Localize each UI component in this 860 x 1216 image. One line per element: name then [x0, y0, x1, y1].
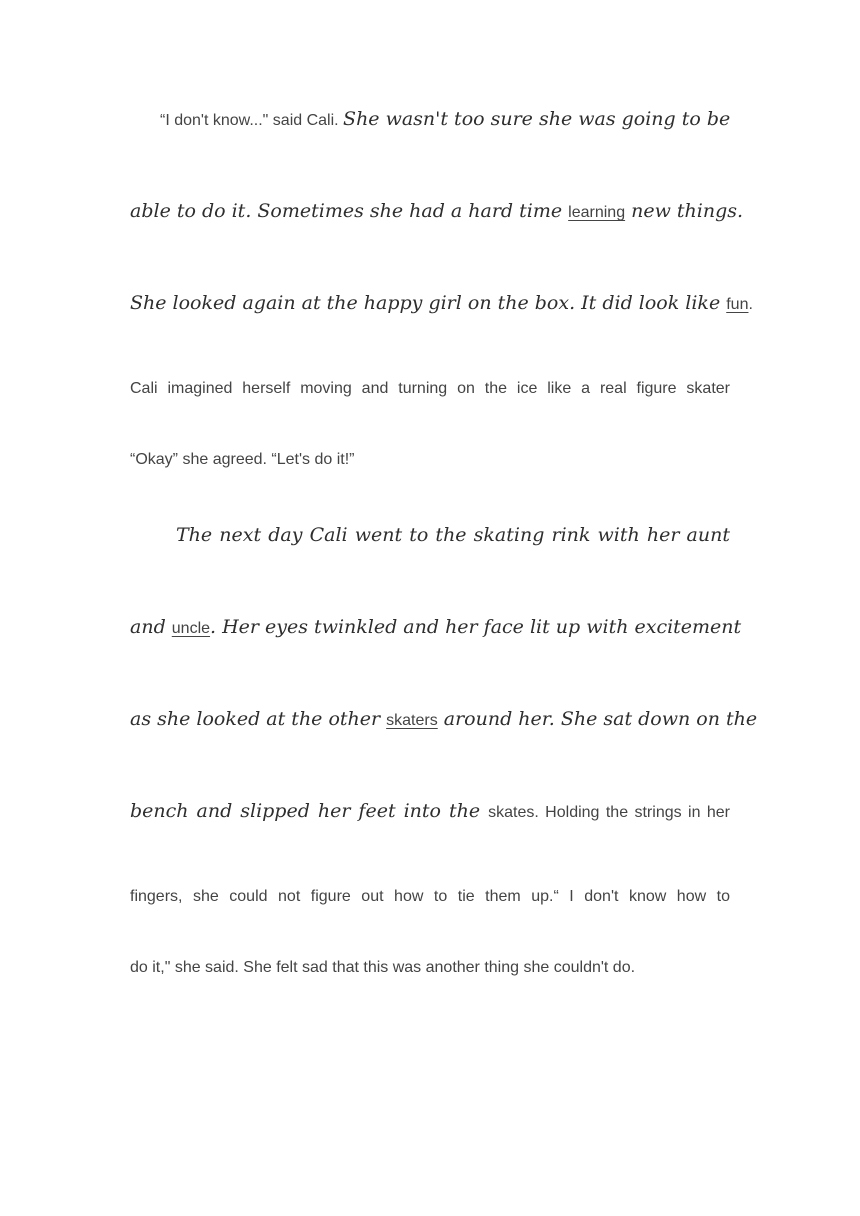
text-line	[160, 108, 730, 130]
underlined-word: fun	[726, 296, 749, 313]
underlined-word: learning	[568, 204, 626, 221]
text-line	[130, 616, 742, 638]
text-run: around her. She sat down on the	[437, 708, 758, 730]
text-line	[130, 800, 730, 822]
text-run: She wasn't too sure she was going to be	[343, 108, 731, 130]
text-run: able to do it. Sometimes she had a hard time	[130, 200, 569, 222]
text-line	[130, 200, 744, 222]
text-run: bench and slipped her feet into the	[130, 800, 489, 822]
text-run: and	[130, 616, 172, 638]
text-run: do it," she said. She felt sad that this was another thing she couldn't do.	[130, 959, 636, 976]
text-line	[130, 888, 730, 906]
text-run: fingers, she could not figure out how to tie them up.“ I don't know how to	[130, 888, 730, 905]
text-line	[130, 708, 758, 730]
text-run: as she looked at the other	[130, 708, 387, 730]
text-line	[130, 451, 730, 469]
text-line	[130, 292, 753, 314]
text-run: new things.	[625, 200, 744, 222]
text-run: . Her eyes twinkled and her face lit up with excitement	[210, 616, 742, 638]
text-line	[130, 380, 730, 398]
text-run: The next day Cali went to the skating rink with her aunt	[176, 524, 730, 546]
text-line	[176, 524, 730, 546]
text-run: skates. Holding the strings in her	[488, 804, 730, 821]
underlined-word: uncle	[171, 620, 211, 637]
underlined-word: skaters	[386, 712, 438, 729]
text-line	[130, 959, 730, 977]
text-run: “I don't know..." said Cali.	[160, 112, 344, 129]
text-run: “Okay” she agreed. “Let's do it!”	[130, 451, 355, 468]
text-run: She looked again at the happy girl on the box. It did look like	[130, 292, 727, 314]
text-run: .	[748, 296, 753, 313]
text-run: Cali imagined herself moving and turning on the ice like a real figure skater	[130, 380, 730, 397]
